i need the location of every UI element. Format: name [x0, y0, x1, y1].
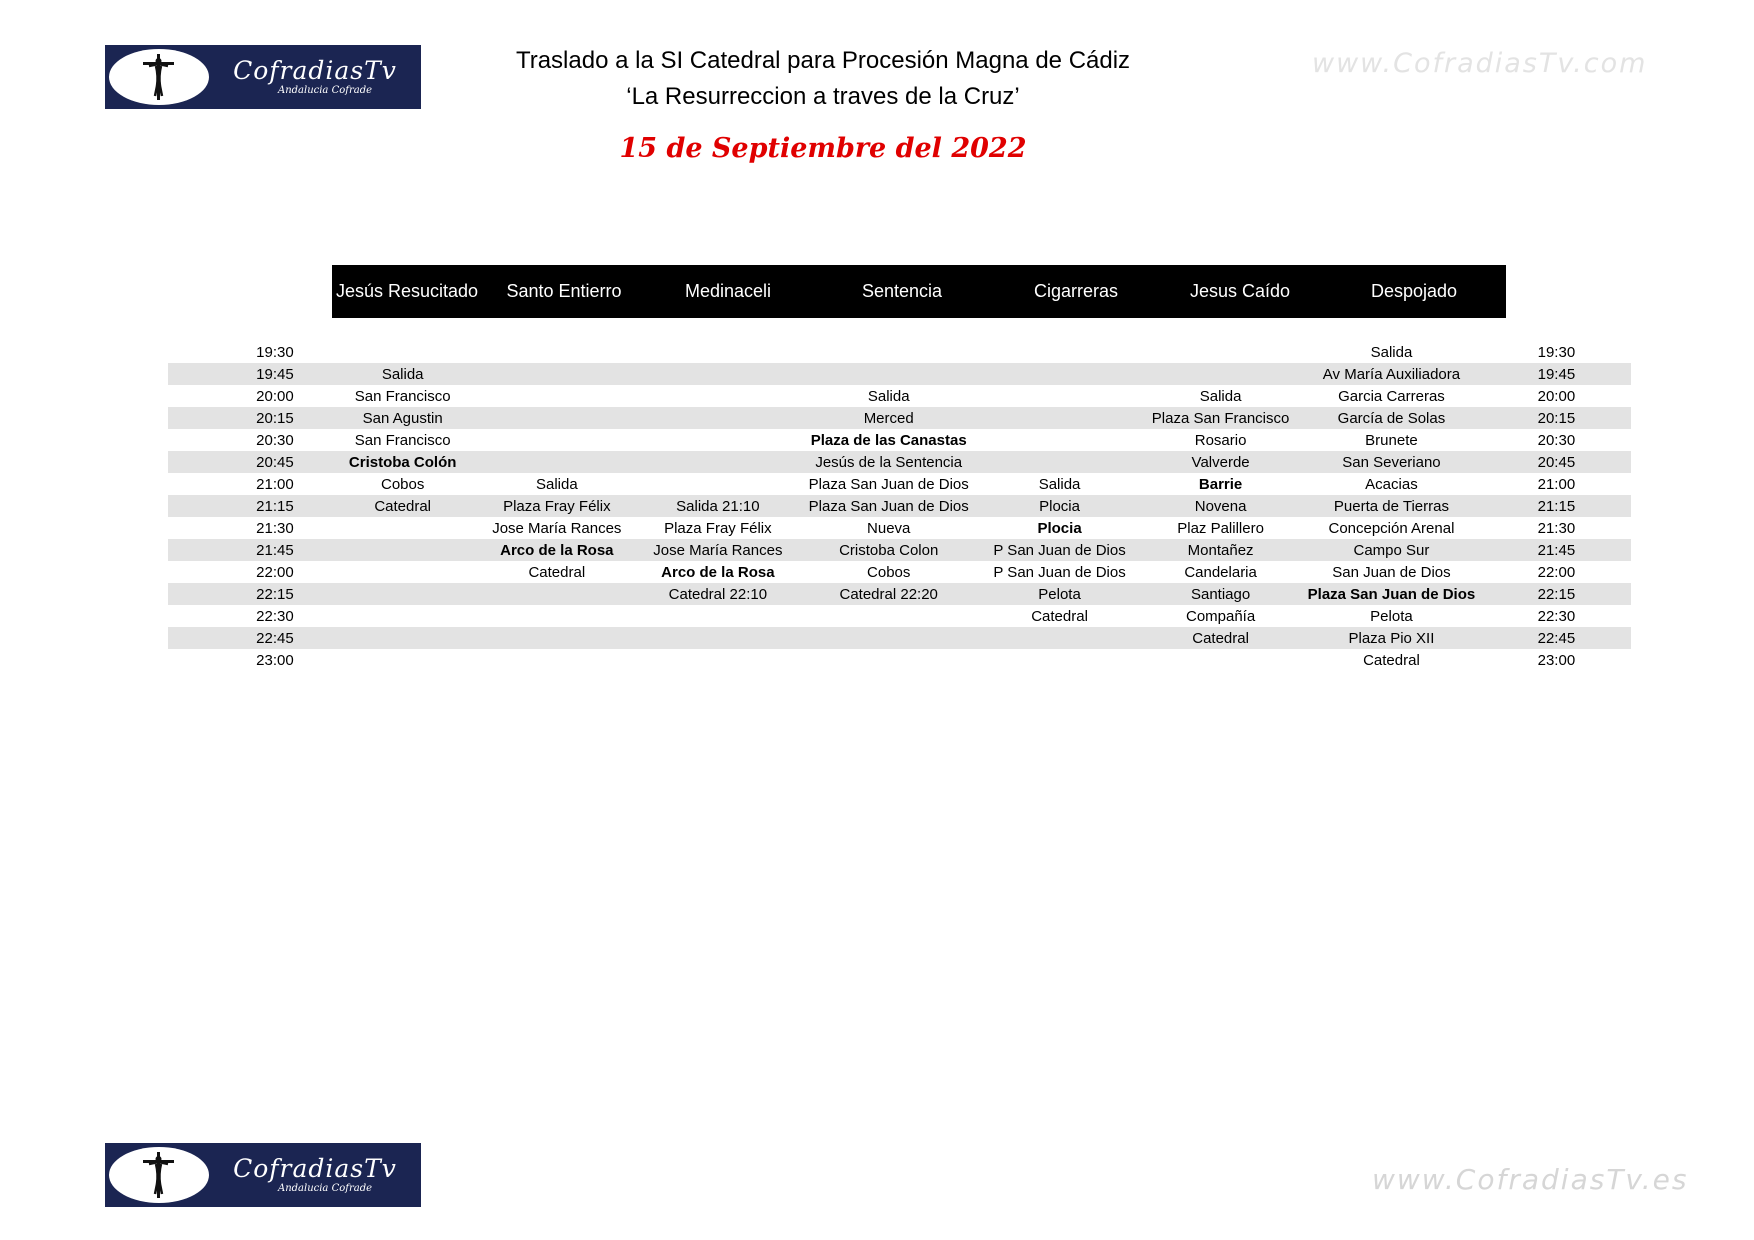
table-cell: Salida 21:10 — [676, 497, 760, 515]
table-cell: Plaza Fray Félix — [503, 497, 611, 515]
title-line-2: ‘La Resurreccion a traves de la Cruz’ — [626, 83, 1020, 110]
time-cell-right: 21:00 — [1537, 475, 1576, 493]
table-cell: Rosario — [1194, 431, 1247, 449]
table-cell: Plaza San Juan de Dios — [1307, 585, 1476, 603]
table-cell: Plaza San Juan de Dios — [808, 475, 969, 493]
time-cell-left: 19:45 — [256, 365, 294, 383]
time-cell-left: 20:45 — [256, 453, 294, 471]
time-cell-right: 22:00 — [1537, 563, 1576, 581]
time-cell-right: 22:30 — [1537, 607, 1576, 625]
table-cell: Salida — [867, 387, 910, 405]
time-cell-right: 20:30 — [1537, 431, 1576, 449]
time-cell-right: 20:45 — [1537, 453, 1576, 471]
table-cell: Acacias — [1365, 475, 1418, 493]
table-cell: Catedral 22:10 — [668, 585, 768, 603]
table-cell: Arco de la Rosa — [500, 541, 614, 559]
table-row — [168, 649, 1631, 671]
table-cell: Compañía — [1185, 607, 1256, 625]
table-cell: Catedral — [1363, 651, 1420, 669]
table-cell: Plaza de las Canastas — [810, 431, 967, 449]
brand-name: CofradiasTv — [233, 56, 397, 85]
table-cell: Novena — [1194, 497, 1247, 515]
column-header: Jesús Resucitado — [335, 281, 479, 301]
table-cell: Plaza San Francisco — [1151, 409, 1290, 427]
time-cell-left: 20:00 — [256, 387, 294, 405]
table-cell: Plaza Pio XII — [1348, 629, 1435, 647]
table-cell: Merced — [863, 409, 914, 427]
time-cell-right: 21:30 — [1537, 519, 1576, 537]
table-row — [168, 627, 1631, 649]
time-cell-left: 21:00 — [256, 475, 294, 493]
time-cell-left: 20:15 — [256, 409, 294, 427]
table-row — [168, 473, 1631, 495]
time-cell-left: 20:30 — [256, 431, 294, 449]
table-cell: Plaza San Juan de Dios — [808, 497, 969, 515]
column-header: Despojado — [1370, 281, 1458, 301]
time-cell-right: 23:00 — [1537, 651, 1576, 669]
time-cell-right: 20:00 — [1537, 387, 1576, 405]
brand-tagline: Andalucia Cofrade — [277, 1183, 373, 1194]
column-header: Medinaceli — [684, 281, 772, 301]
table-row — [168, 451, 1631, 473]
table-cell: Salida — [535, 475, 578, 493]
table-cell: San Severiano — [1342, 453, 1441, 471]
table-cell: Catedral 22:20 — [839, 585, 938, 603]
table-cell: Campo Sur — [1353, 541, 1430, 559]
time-cell-right: 21:45 — [1537, 541, 1576, 559]
table-row — [168, 341, 1631, 363]
table-cell: Arco de la Rosa — [661, 563, 775, 581]
table-cell: Jesús de la Sentencia — [815, 453, 963, 471]
time-cell-right: 19:45 — [1537, 365, 1576, 383]
time-cell-left: 22:15 — [256, 585, 294, 603]
time-cell-right: 20:15 — [1537, 409, 1576, 427]
table-cell: Garcia Carreras — [1338, 387, 1445, 405]
table-cell: Concepción Arenal — [1328, 519, 1455, 537]
time-cell-left: 21:45 — [256, 541, 294, 559]
table-row — [168, 517, 1631, 539]
column-header-bar — [332, 265, 1506, 318]
table-cell: Plocia — [1039, 497, 1080, 515]
brand-tagline: Andalucia Cofrade — [277, 85, 373, 96]
title-line-1: Traslado a la SI Catedral para Procesión Magna de Cádiz — [515, 47, 1131, 74]
table-cell: Cobos — [867, 563, 911, 581]
table-cell: Plaza Fray Félix — [664, 519, 772, 537]
table-cell: Catedral — [374, 497, 432, 515]
column-header: Cigarreras — [1033, 281, 1119, 301]
table-cell: Jose María Rances — [492, 519, 622, 537]
event-date: 15 de Septiembre del 2022 — [619, 133, 1027, 164]
watermark-url-top: www.CofradiasTv.com — [1312, 48, 1648, 79]
crucifix-icon — [109, 1147, 209, 1203]
table-row — [168, 407, 1631, 429]
table-row — [168, 429, 1631, 451]
table-cell: Salida — [381, 365, 424, 383]
table-cell: P San Juan de Dios — [993, 541, 1126, 559]
table-cell: Cobos — [380, 475, 425, 493]
time-cell-left: 22:30 — [256, 607, 294, 625]
table-cell: San Francisco — [354, 387, 451, 405]
table-row — [168, 363, 1631, 385]
table-row — [168, 385, 1631, 407]
time-cell-left: 19:30 — [256, 343, 294, 361]
table-cell: Plocia — [1037, 519, 1082, 537]
table-cell: Cristoba Colón — [348, 453, 457, 471]
table-cell: Plaz Palillero — [1177, 519, 1264, 537]
time-cell-left: 21:15 — [256, 497, 294, 515]
table-cell: Santiago — [1190, 585, 1251, 603]
column-header: Jesus Caído — [1189, 281, 1291, 301]
table-row — [168, 583, 1631, 605]
table-cell: San Agustin — [362, 409, 443, 427]
time-cell-right: 19:30 — [1537, 343, 1576, 361]
time-cell-left: 22:45 — [256, 629, 294, 647]
table-cell: Puerta de Tierras — [1333, 497, 1449, 515]
time-cell-left: 21:30 — [256, 519, 294, 537]
time-cell-left: 22:00 — [256, 563, 294, 581]
table-cell: García de Solas — [1337, 409, 1446, 427]
table-cell: Candelaria — [1184, 563, 1257, 581]
table-cell: Av María Auxiliadora — [1322, 365, 1461, 383]
column-header: Santo Entierro — [506, 281, 622, 301]
table-cell: Pelota — [1038, 585, 1081, 603]
time-cell-left: 23:00 — [256, 651, 294, 669]
column-header: Sentencia — [861, 281, 943, 301]
time-cell-right: 22:45 — [1537, 629, 1576, 647]
time-cell-right: 22:15 — [1537, 585, 1576, 603]
table-cell: Nueva — [867, 519, 911, 537]
table-cell: San Francisco — [354, 431, 451, 449]
table-cell: Salida — [1370, 343, 1413, 361]
table-cell: Valverde — [1191, 453, 1250, 471]
table-row — [168, 539, 1631, 561]
table-row — [168, 605, 1631, 627]
table-cell: Brunete — [1365, 431, 1418, 449]
table-cell: Salida — [1199, 387, 1242, 405]
table-cell: Montañez — [1187, 541, 1254, 559]
brand-name: CofradiasTv — [233, 1154, 397, 1183]
table-cell: San Juan de Dios — [1332, 563, 1451, 581]
watermark-url-bottom: www.CofradiasTv.es — [1372, 1163, 1689, 1196]
table-cell: Catedral — [528, 563, 586, 581]
table-row — [168, 561, 1631, 583]
table-cell: Cristoba Colon — [839, 541, 939, 559]
table-cell: Salida — [1038, 475, 1081, 493]
table-cell: Catedral — [1192, 629, 1249, 647]
brand-logo-bottom — [105, 1143, 421, 1207]
table-cell: P San Juan de Dios — [993, 563, 1126, 581]
time-cell-right: 21:15 — [1537, 497, 1576, 515]
table-cell: Barrie — [1198, 475, 1243, 493]
table-cell: Pelota — [1370, 607, 1413, 625]
table-cell: Jose María Rances — [653, 541, 783, 559]
table-cell: Catedral — [1031, 607, 1088, 625]
schedule-table — [168, 341, 1631, 671]
table-row — [168, 495, 1631, 517]
